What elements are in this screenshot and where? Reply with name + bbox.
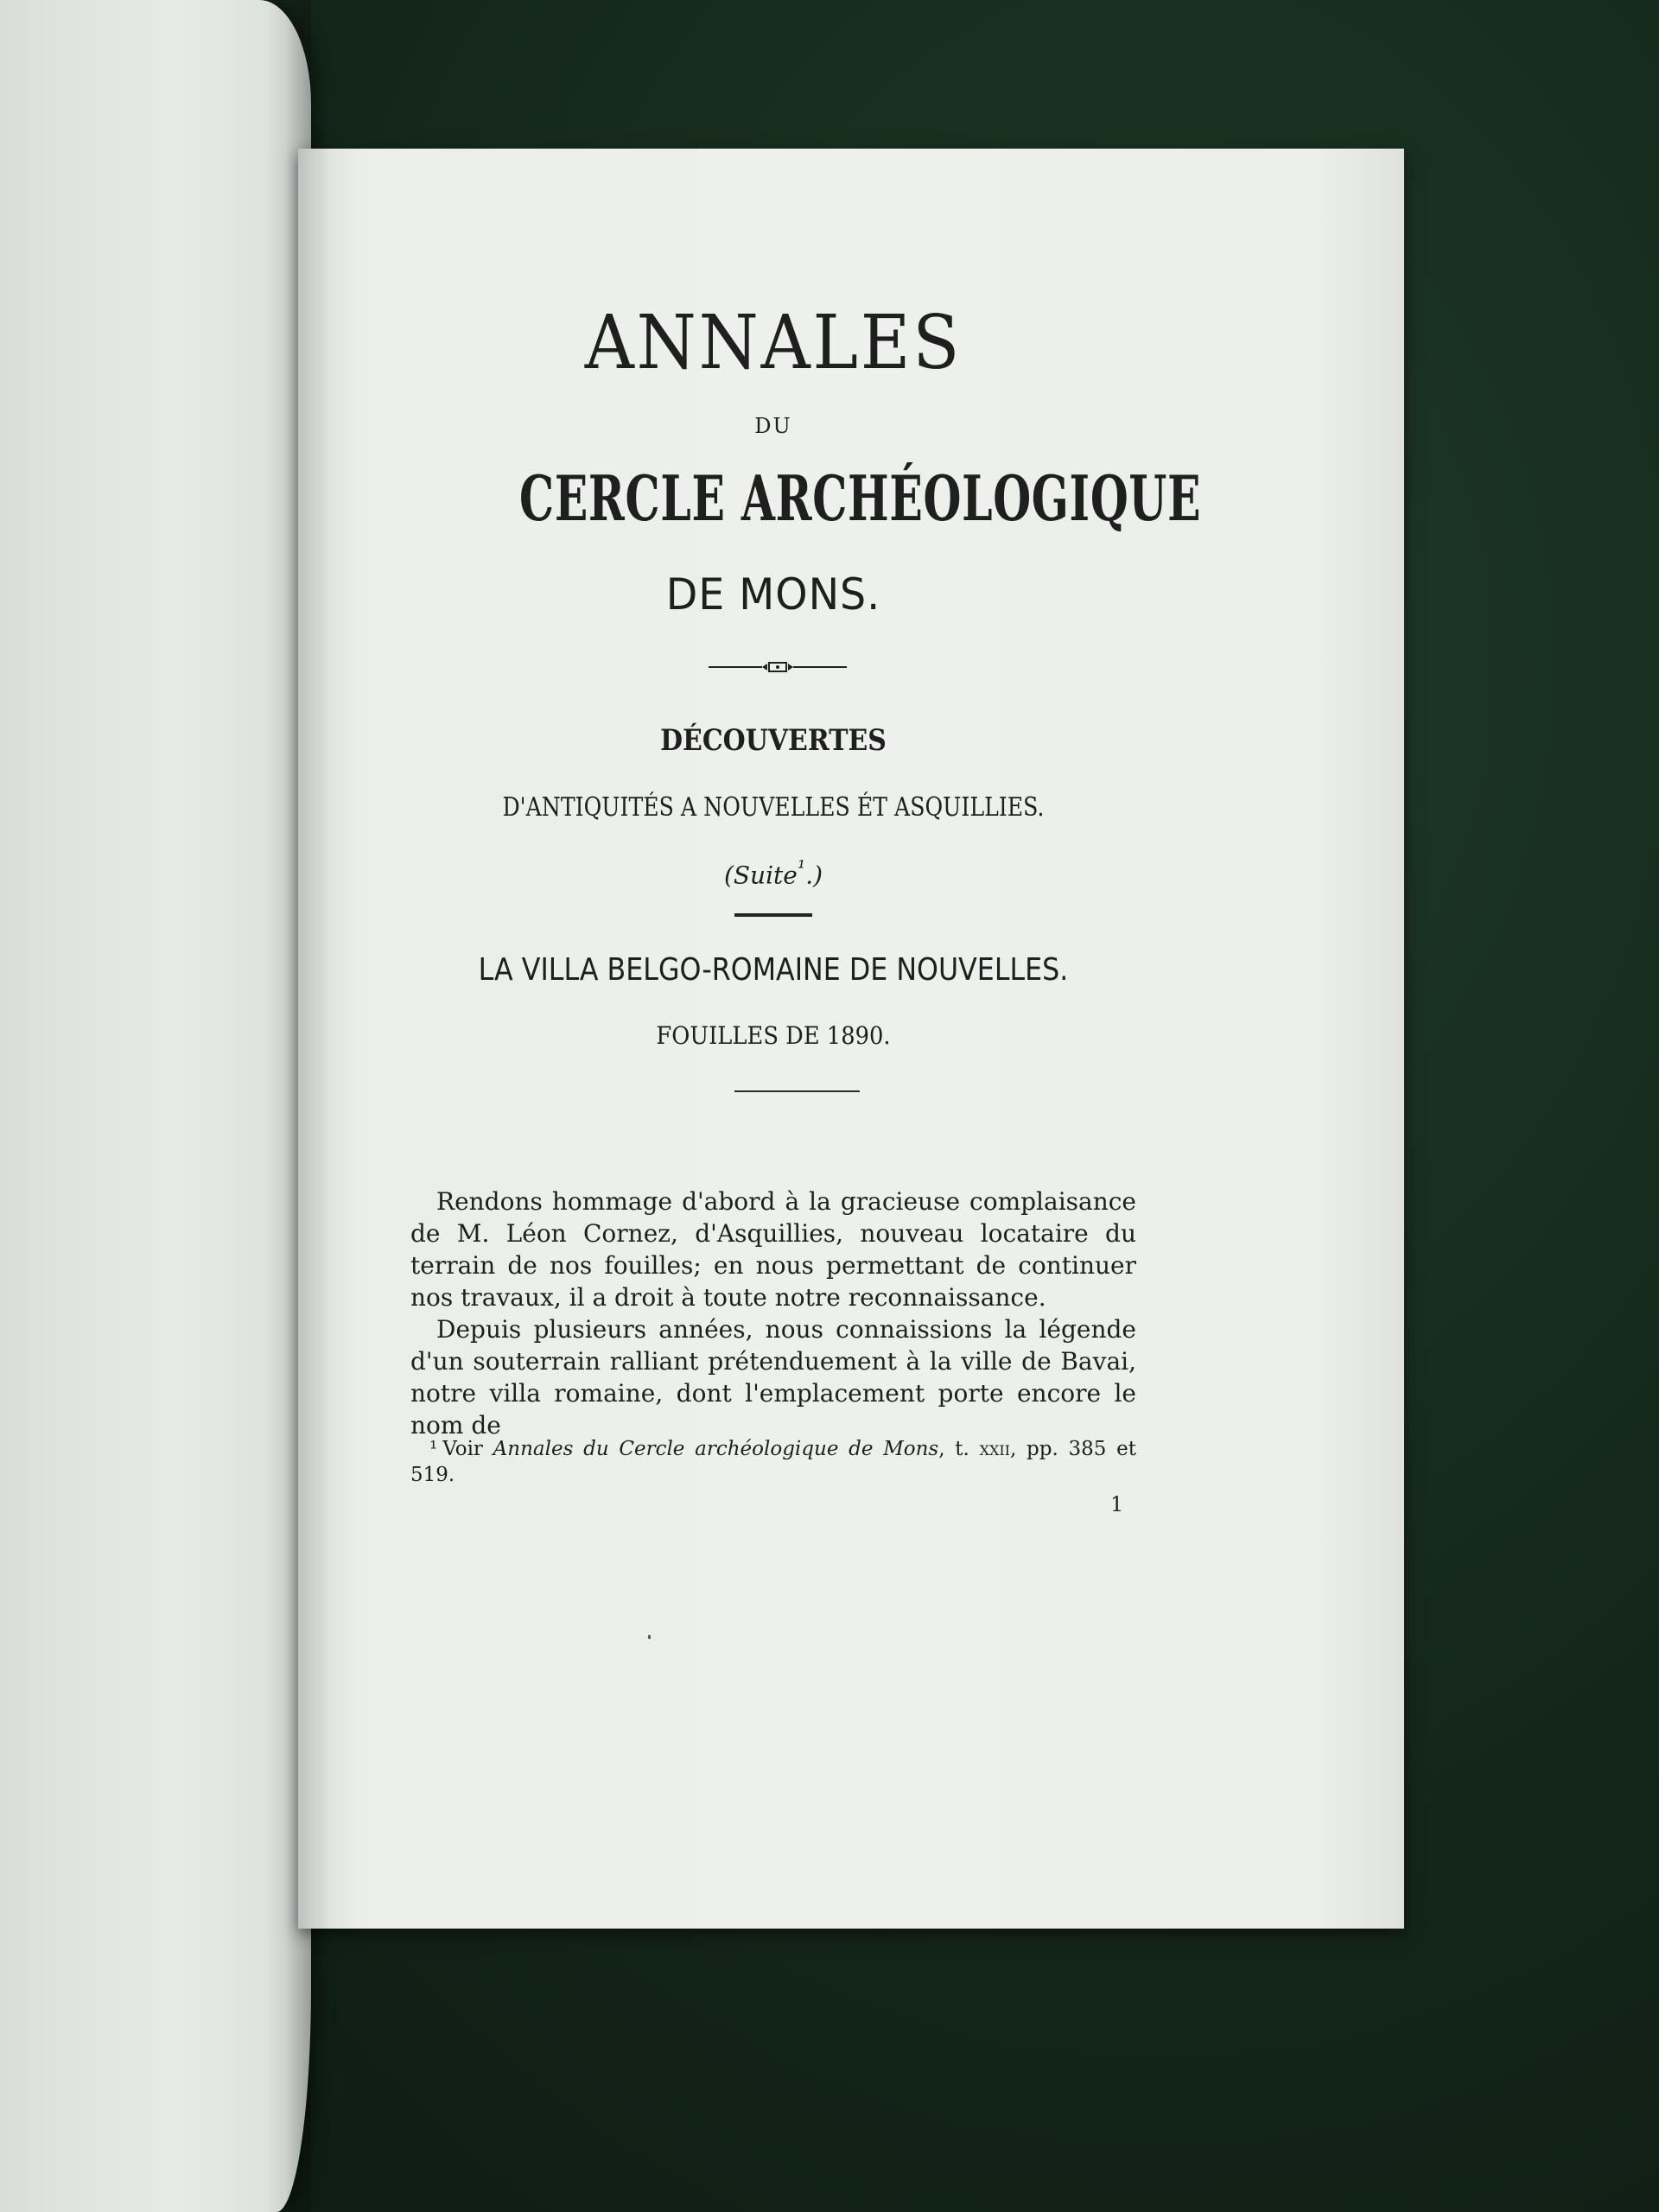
left-page-stack: [0, 0, 311, 2212]
ornament-divider-icon: [709, 658, 847, 676]
page-number: 1: [1110, 1492, 1124, 1516]
paragraph-2: Depuis plusieurs années, nous connaissions la légende d'un souterrain ralliant prétenduement à la ville de Bavai, notre villa romaine, dont l'emplacement porte encore le nom de: [410, 1315, 1136, 1440]
suite-footnote-mark: ¹: [797, 855, 806, 880]
journal-title-du: DU: [754, 414, 792, 438]
paragraph-1: Rendons hommage d'abord à la gracieuse complaisance de M. Léon Cornez, d'Asquillies, nouveau locataire du terrain de nos fouilles; en nous permettant de continuer nos travaux, il a droit à toute notre reconnaissance.: [410, 1187, 1136, 1312]
body-text: [410, 1185, 1136, 1441]
thick-rule-divider: [734, 913, 812, 917]
article-subheading: D'ANTIQUITÉS A NOUVELLES ÉT ASQUILLIES.: [502, 792, 1045, 823]
paper-speck: [648, 1635, 651, 1639]
thin-rule-divider: [734, 1090, 860, 1092]
footnote-italic-title: Annales du Cercle archéologique de Mons: [493, 1438, 939, 1460]
footnote: [410, 1436, 1136, 1488]
footnote-prefix: Voir: [442, 1438, 493, 1460]
footnote-mark: ¹: [429, 1438, 438, 1460]
suite-label: [410, 855, 1136, 889]
section-subtitle: FOUILLES DE 1890.: [656, 1021, 891, 1050]
suite-close: .): [805, 861, 823, 890]
journal-title: ANNALES: [584, 300, 963, 386]
book-page: [298, 149, 1404, 1929]
article-heading: DÉCOUVERTES: [660, 723, 887, 758]
journal-title-cercle: CERCLE ARCHÉOLOGIQUE: [519, 461, 1202, 535]
suite-text: (Suite: [723, 861, 798, 890]
footnote-volume-prefix: , t.: [938, 1438, 980, 1460]
journal-title-mons: DE MONS.: [665, 569, 881, 620]
footnote-suffix: , pp. 385 et 519.: [410, 1438, 1136, 1486]
footnote-volume: xxii: [979, 1438, 1010, 1460]
section-title: LA VILLA BELGO-ROMAINE DE NOUVELLES.: [478, 952, 1069, 988]
